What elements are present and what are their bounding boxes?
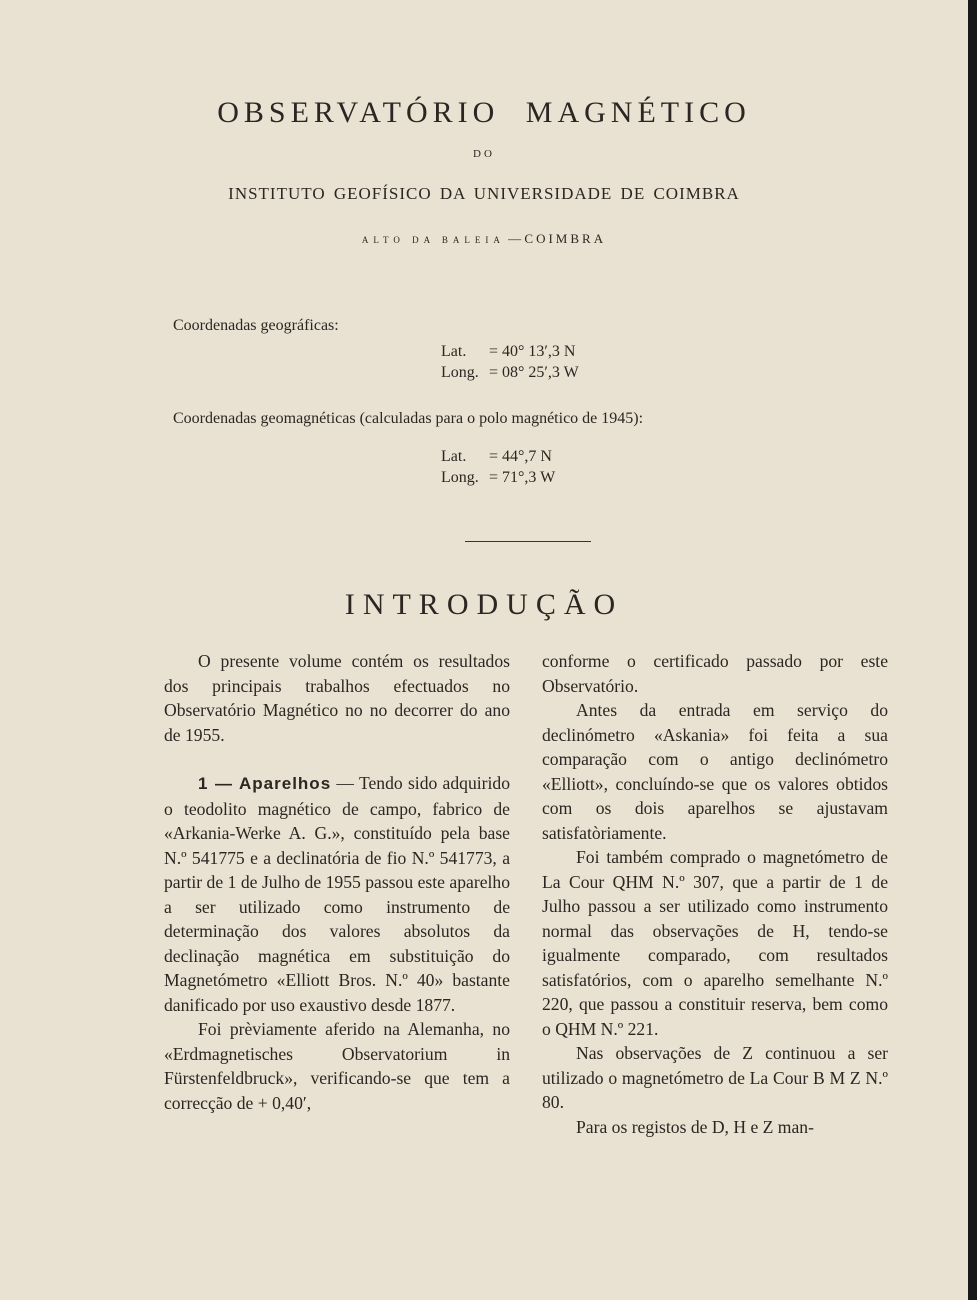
page-edge (968, 0, 977, 1300)
intro-paragraph: O presente volume contém os resultados dos principais trabalhos efectuados no Observatório Magnético no no decorrer do ano de 1955. (164, 651, 510, 745)
institute-name: INSTITUTO GEOFÍSICO DA UNIVERSIDADE DE COIMBRA (228, 184, 740, 203)
section-divider (465, 541, 591, 542)
geo-long-value: = 08° 25′,3 W (489, 364, 579, 381)
apparatus-paragraph (164, 771, 510, 1017)
comparison-paragraph: Antes da entrada em serviço do declinómetro «Askania» foi feita a sua comparação com o antigo declinómetro «Elliott», concluíndo-se que os valores obtidos com os dois aparelhos se ajustavam satisfatòriamente. (542, 700, 888, 843)
geographic-coordinates-label: Coordenadas geográficas: (173, 317, 339, 334)
geo-latitude (441, 343, 575, 361)
right-column (542, 649, 888, 1139)
geomag-latitude (441, 448, 552, 466)
geomag-long-value: = 71°,3 W (489, 469, 556, 486)
calibration-paragraph: Foi prèviamente aferido na Alemanha, no «Erdmagnetisches Observatorium in Fürstenfeldbruck», verificando-se que tem a correcção de + 0,40′, (164, 1019, 510, 1113)
geo-lat-value: = 40° 13′,3 N (489, 343, 576, 360)
recordings-paragraph: Para os registos de D, H e Z man- (576, 1116, 814, 1137)
geomag-lat-key: Lat. (441, 448, 467, 465)
section-heading: INTRODUÇÃO (344, 588, 624, 621)
geo-longitude (441, 364, 579, 382)
title-connector: DO (473, 148, 495, 160)
location-place: ALTO DA BALEIA (361, 235, 505, 245)
left-column (164, 649, 510, 1115)
certificate-paragraph: conforme o certificado passado por este Observatório. (542, 651, 888, 696)
geomag-long-key: Long. (441, 469, 479, 486)
location-city: COIMBRA (524, 231, 607, 246)
geomag-longitude (441, 469, 555, 487)
location-line (0, 231, 968, 247)
geomagnetic-coordinates-label: Coordenadas geomagnéticas (calculadas para o polo magnético de 1945): (173, 410, 644, 427)
geo-lat-key: Lat. (441, 343, 467, 360)
apparatus-heading: 1 — Aparelhos (198, 774, 332, 793)
geo-long-key: Long. (441, 364, 479, 381)
magnetometer-paragraph: Foi também comprado o magnetómetro de La Cour QHM N.º 307, que a partir de 1 de Julho passou a ser utilizado como instrumento normal das observações de H, tendo-se igualmente comparado, com resultados satisfatórios, com o aparelho semelhante N.º 220, que passou a constituir reserva, bem como o QHM N.º 221. (542, 847, 888, 1039)
apparatus-body: — Tendo sido adquirido o teodolito magnético de campo, fabrico de «Arkania-Werke A. G.», constituído pela base N.º 541775 e a declinatória de fio N.º 541773, a partir de 1 de Julho de 1955 passou este aparelho a ser utilizado como instrumento de determinação dos valores absolutos da declinação magnética em substituição do Magnetómetro «Elliott Bros. N.º 40» bastante danificado por uso exaustivo desde 1877. (164, 773, 510, 1015)
page-title: OBSERVATÓRIO MAGNÉTICO (217, 96, 751, 129)
geomag-lat-value: = 44°,7 N (489, 448, 552, 465)
location-dash: — (504, 231, 525, 246)
z-observations-paragraph: Nas observações de Z continuou a ser utilizado o magnetómetro de La Cour B M Z N.º 80. (542, 1043, 888, 1112)
